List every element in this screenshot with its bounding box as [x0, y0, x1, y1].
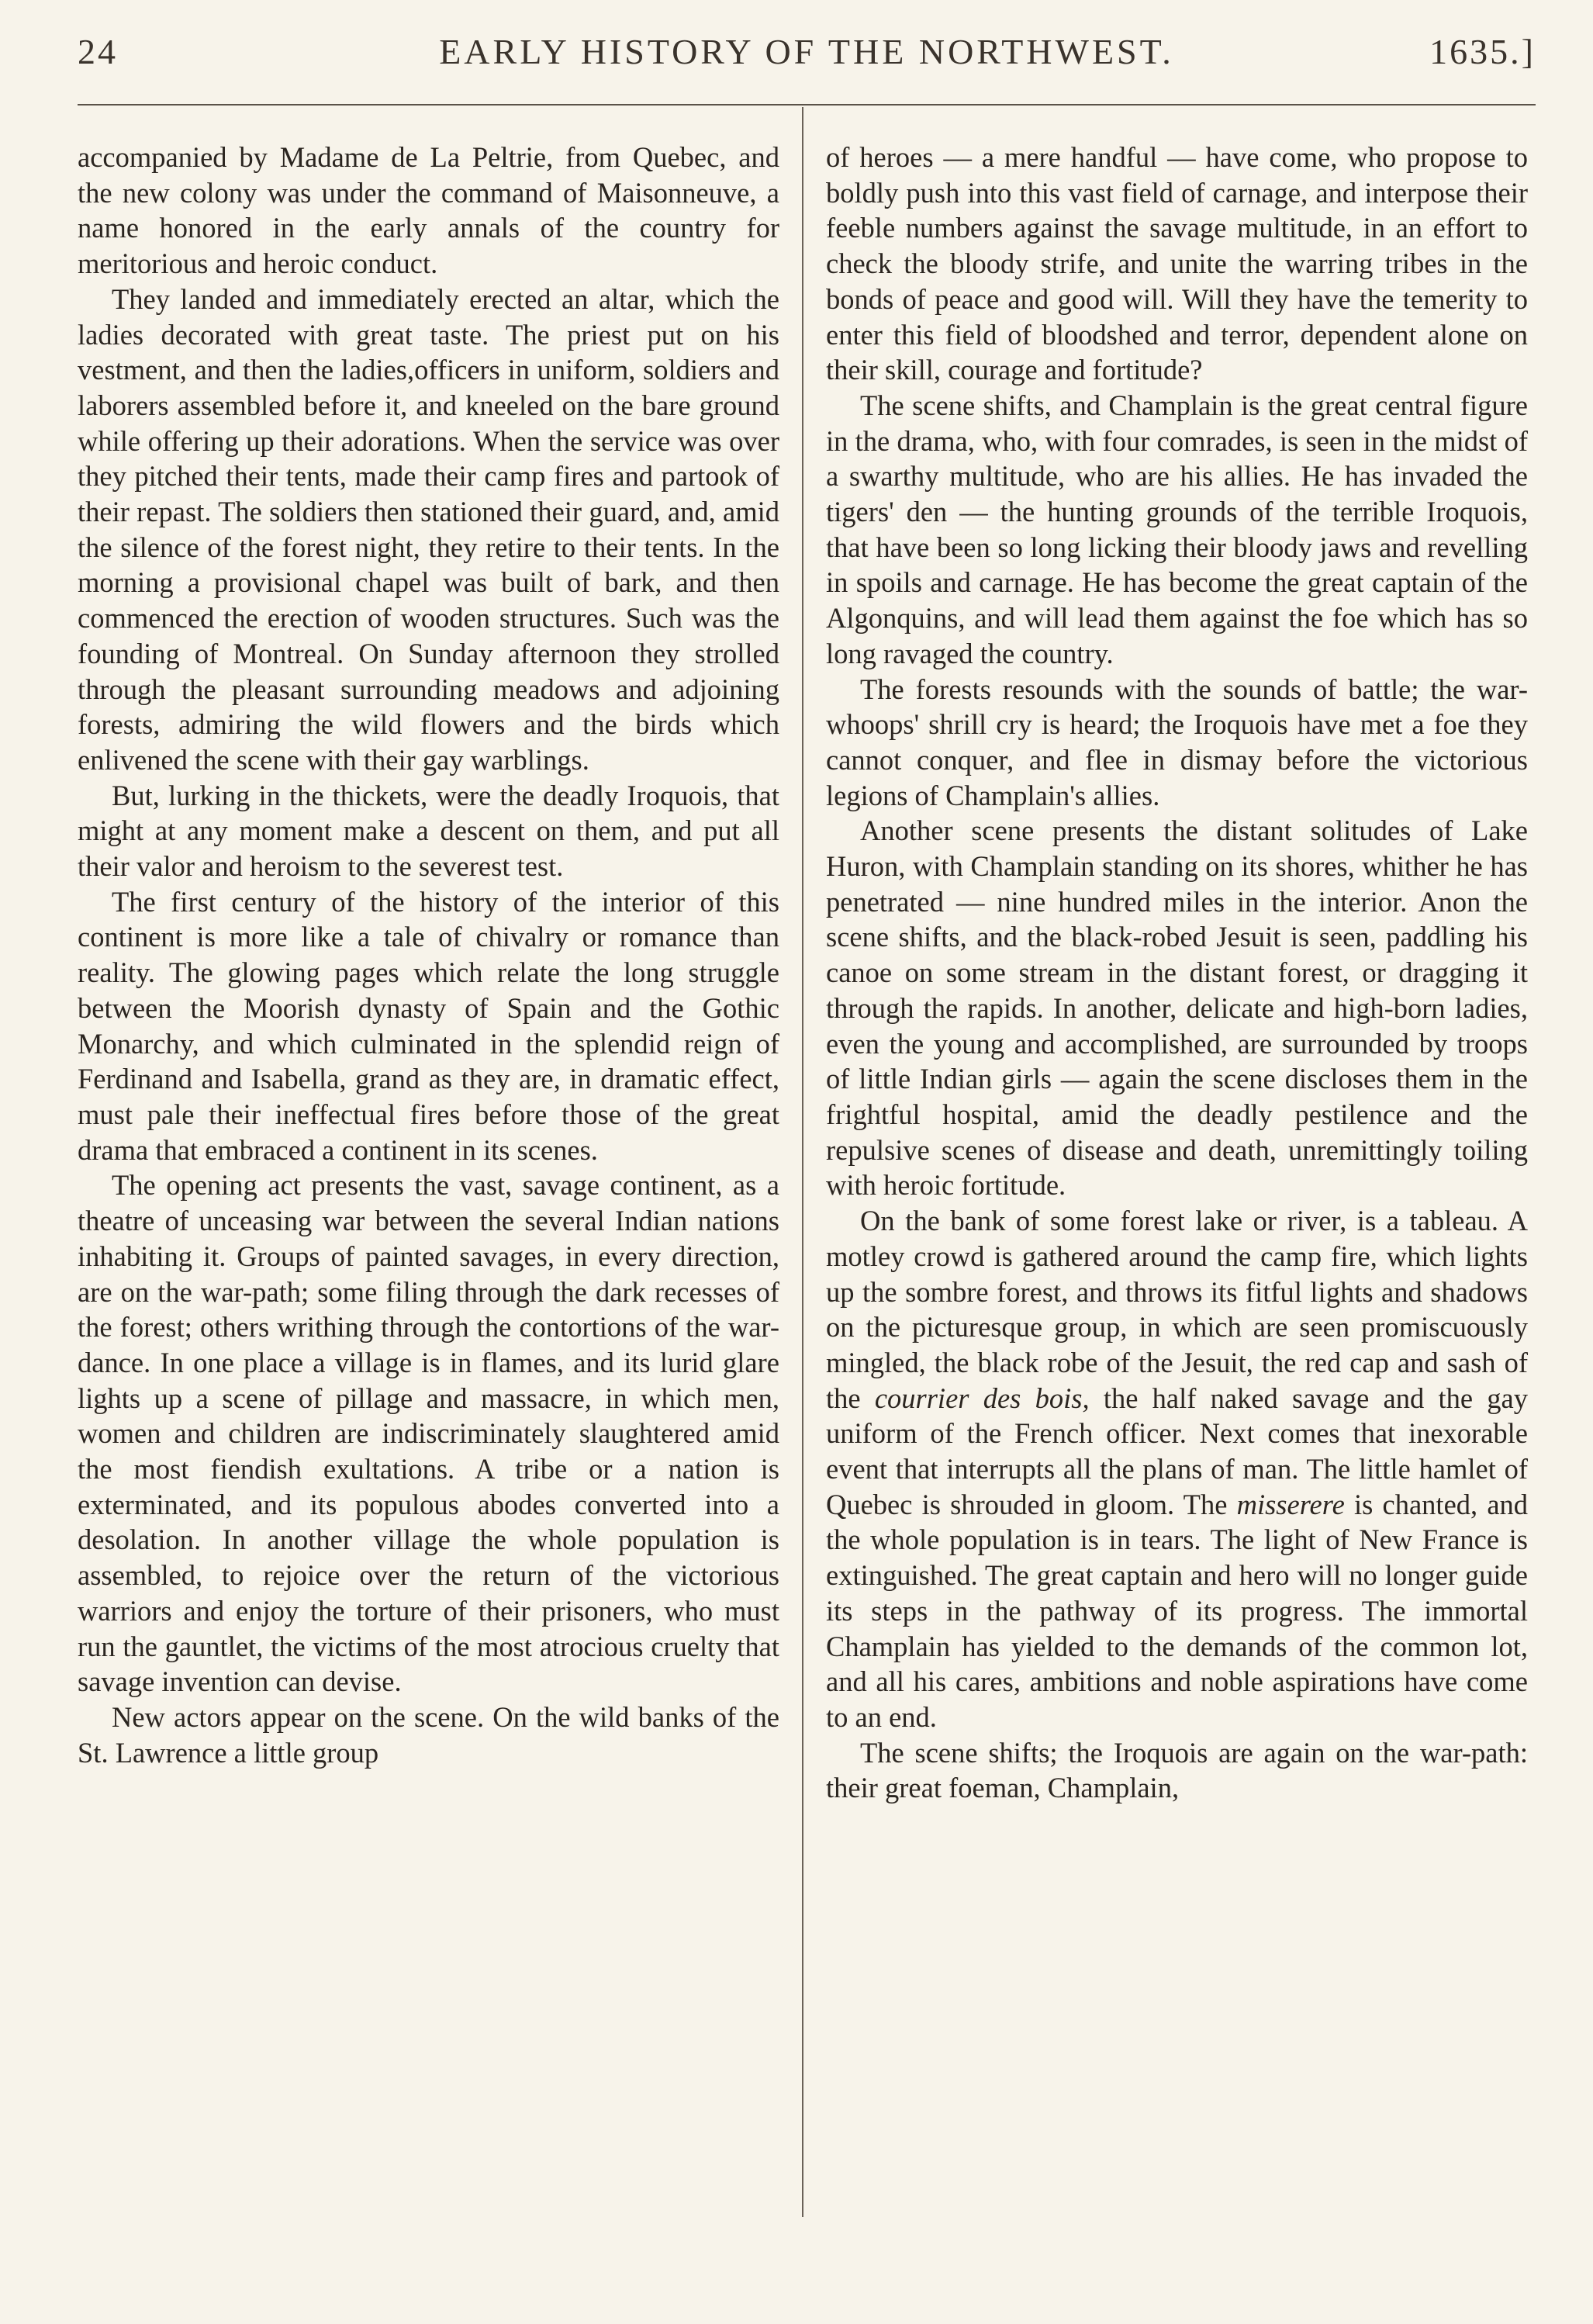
running-year: 1635.]	[1429, 32, 1536, 71]
paragraph: The first century of the history of the interior of this continent is more like a tale of chivalry or romance than reality. The glowing pages which relate the long struggle between the Moorish dynasty of Spain and the Gothic Monarchy, and which culminated in the splendid reign of Ferdinand and Isabella, grand as they are, in dramatic effect, must pale their ineffectual fires before those of the great drama that embraced a continent in its scenes.	[78, 885, 779, 1166]
header-rule	[78, 104, 1536, 105]
running-head	[78, 31, 1536, 78]
paragraph	[826, 1203, 1528, 1735]
paragraph-text: On the bank of some forest lake or river, is a tableau. A motley crowd is gathered around the camp fire, which lights up the sombre forest, and throws its fitful lights and shadows on the picturesque group, in which are seen promiscuously mingled, the black robe of the Jesuit, the red cap and sash of the	[826, 1205, 1528, 1414]
paragraph: of heroes — a mere handful — have come, who propose to boldly push into this vast field of carnage, and interpose their feeble numbers against the savage multitude, in an effort to check the bloody strife, and unite the warring tribes in the bonds of peace and good will. Will they have the temerity to enter this field of bloodshed and terror, dependent alone on their skill, courage and fortitude?	[826, 141, 1528, 386]
running-title: EARLY HISTORY OF THE NORTHWEST.	[439, 32, 1174, 71]
paragraph-text: is chanted, and the whole population is in tears. The light of New France is extinguished. The great captain and hero will no longer guide its steps in the pathway of its progress. The immortal Champlain has yielded to the demands of the common lot, and all his cares, ambitions and noble aspirations have come to an end.	[826, 1488, 1529, 1733]
paragraph: The scene shifts, and Champlain is the great central figure in the drama, who, with four comrades, is seen in the midst of a swarthy multitude, who are his allies. He has invaded the tigers' den — the hunting grounds of the terrible Iroquois, that have been so long licking their bloody jaws and revelling in spoils and carnage. He has become the great captain of the Algonquins, and will lead them against the foe which has so long ravaged the country.	[826, 389, 1528, 669]
italic-phrase: courrier des bois,	[874, 1382, 1090, 1414]
page-number: 24	[78, 32, 118, 71]
right-column	[826, 140, 1528, 1806]
italic-phrase: misserere	[1236, 1488, 1345, 1520]
left-column	[78, 140, 779, 1770]
column-divider	[802, 107, 803, 2217]
paragraph: The scene shifts; the Iroquois are again on the war-path: their great foeman, Champlain,	[826, 1736, 1528, 1804]
paragraph: Another scene presents the distant solitudes of Lake Huron, with Champlain standing on its shores, whither he has penetrated — nine hundred miles in the interior. Anon the scene shifts, and the black-robed Jesuit is seen, paddling his canoe on some stream in the distant forest, or dragging it through the rapids. In another, delicate and high-born ladies, even the young and accomplished, are surrounded by troops of little Indian girls — again the scene discloses them in the frightful hospital, amid the deadly pestilence and the repulsive scenes of disease and death, unremittingly toiling with heroic fortitude.	[826, 814, 1528, 1202]
paragraph-text: the half naked savage and the gay uniform of the French officer. Next comes that inexorable event that interrupts all the plans of man. The little hamlet of Quebec is shrouded in gloom. The	[826, 1382, 1528, 1520]
paragraph: But, lurking in the thickets, were the deadly Iroquois, that might at any moment make a descent on them, and put all their valor and heroism to the severest test.	[78, 779, 779, 883]
paragraph: New actors appear on the scene. On the wild banks of the St. Lawrence a little group	[78, 1700, 779, 1769]
paragraph: The forests resounds with the sounds of battle; the war-whoops' shrill cry is heard; the Iroquois have met a foe they cannot conquer, and flee in dismay before the victorious legions of Champlain's allies.	[826, 673, 1528, 811]
paragraph: accompanied by Madame de La Peltrie, from Quebec, and the new colony was under the command of Maisonneuve, a name honored in the early annals of the country for meritorious and heroic conduct.	[78, 141, 779, 280]
paragraph: They landed and immediately erected an altar, which the ladies decorated with great taste. The priest put on his vestment, and then the ladies,officers in uniform, soldiers and laborers assembled before it, and kneeled on the bare ground while offering up their adorations. When the service was over they pitched their tents, made their camp fires and partook of their repast. The soldiers then stationed their guard, and, amid the silence of the forest night, they retire to their tents. In the morning a provisional chapel was built of bark, and then commenced the erection of wooden structures. Such was the founding of Montreal. On Sunday afternoon they strolled through the pleasant surrounding meadows and adjoining forests, admiring the wild flowers and the birds which enlivened the scene with their gay warblings.	[78, 282, 779, 776]
paragraph: The opening act presents the vast, savage continent, as a theatre of unceasing war between the several Indian nations inhabiting it. Groups of painted savages, in every direction, are on the war-path; some filing through the dark recesses of the forest; others writhing through the contortions of the war-dance. In one place a village is in flames, and its lurid glare lights up a scene of pillage and massacre, in which men, women and children are indiscriminately slaughtered amid the most fiendish exultations. A tribe or a nation is exterminated, and its populous abodes converted into a desolation. In another village the whole population is assembled, to rejoice over the return of the victorious warriors and enjoy the torture of their prisoners, who must run the gauntlet, the victims of the most atrocious cruelty that savage invention can devise.	[78, 1169, 779, 1698]
